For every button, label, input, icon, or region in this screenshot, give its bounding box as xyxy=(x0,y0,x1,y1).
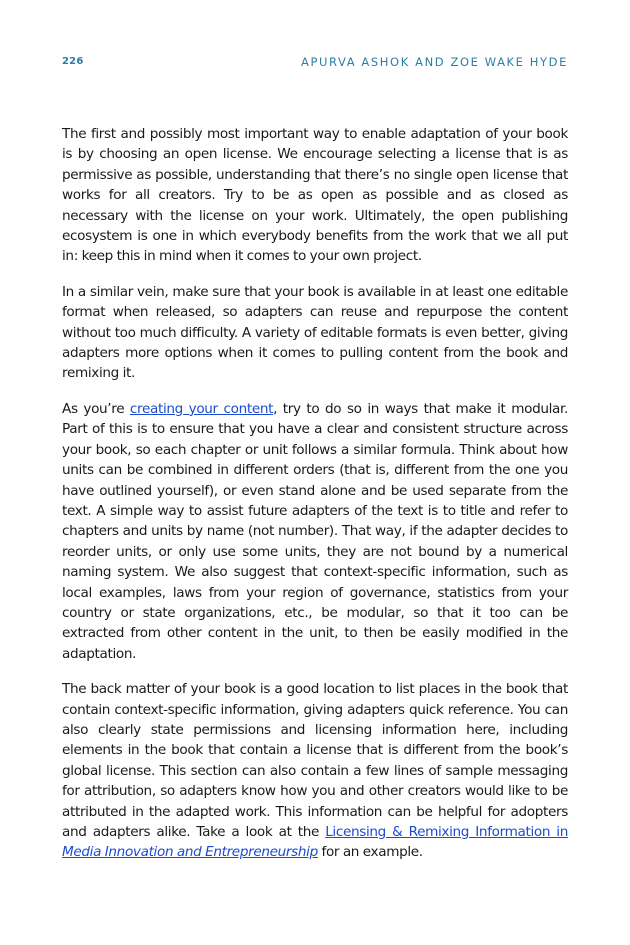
paragraph-4 xyxy=(62,679,568,863)
paragraph-1: The first and possibly most important way to enable adaptation of your book is by choosing an open license. We encourage selecting a license that is as permissive as possible, understanding that there’s no single open license that works for all creators. Try to be as open as possible and as closed as necessary with the license on your work. Ultimately, the open publishing ecosystem is one in which everybody benefits from the work that we all put in: keep this in mind when it comes to your own project. xyxy=(62,126,568,265)
body-text xyxy=(62,124,568,878)
creating-your-content-link[interactable]: creating your content xyxy=(129,400,274,417)
book-title-italic: Media Innovation and Entrepreneurship xyxy=(62,844,318,861)
paragraph-4-rest: for an example. xyxy=(317,844,423,861)
running-head-authors: APURVA ASHOK AND ZOE WAKE HYDE xyxy=(301,55,568,69)
licensing-remixing-link-text: Licensing & Remixing Information in xyxy=(325,824,568,840)
page-number: 226 xyxy=(62,56,84,67)
paragraph-4-lead: The back matter of your book is a good location to list places in the book that contain context-specific information, giving adapters quick reference. You can also clearly state permissions and licensing information here, including elements in the book that contain a license that is different from the book’s global license. This section can also contain a few lines of sample messaging for attribution, so adapters know how you and other creators would like to be attributed in the adapted work. This information can be helpful for adopters and adapters alike. Take a look at the xyxy=(62,681,568,840)
paragraph-3-rest: , try to do so in ways that make it modular. Part of this is to ensure that you have a clear and consistent structure across your book, so each chapter or unit follows a similar formula. Think about how units can be combined in different orders (that is, different from the one you have outlined yourself), or even stand alone and be used separate from the text. A simple way to assist future adapters of the text is to title and refer to chapters and units by name (not number). That way, if the adapter decides to reorder units, or only use some units, they are not bound by a numerical naming system. We also suggest that context-specific information, such as local examples, laws from your region of governance, statistics from your country or state organizations, etc., be modular, so that it too can be extracted from other content in the unit, to then be easily modified in the adaptation. xyxy=(62,400,568,662)
running-header xyxy=(62,55,568,71)
paragraph-3-lead: As you’re xyxy=(62,400,130,417)
paragraph-3 xyxy=(62,399,568,664)
paragraph-2: In a similar vein, make sure that your book is available in at least one editable format when released, so adapters can reuse and repurpose the content without too much difficulty. A variety of editable formats is even better, giving adapters more options when it comes to pulling content from the book and remixing it. xyxy=(62,283,568,382)
